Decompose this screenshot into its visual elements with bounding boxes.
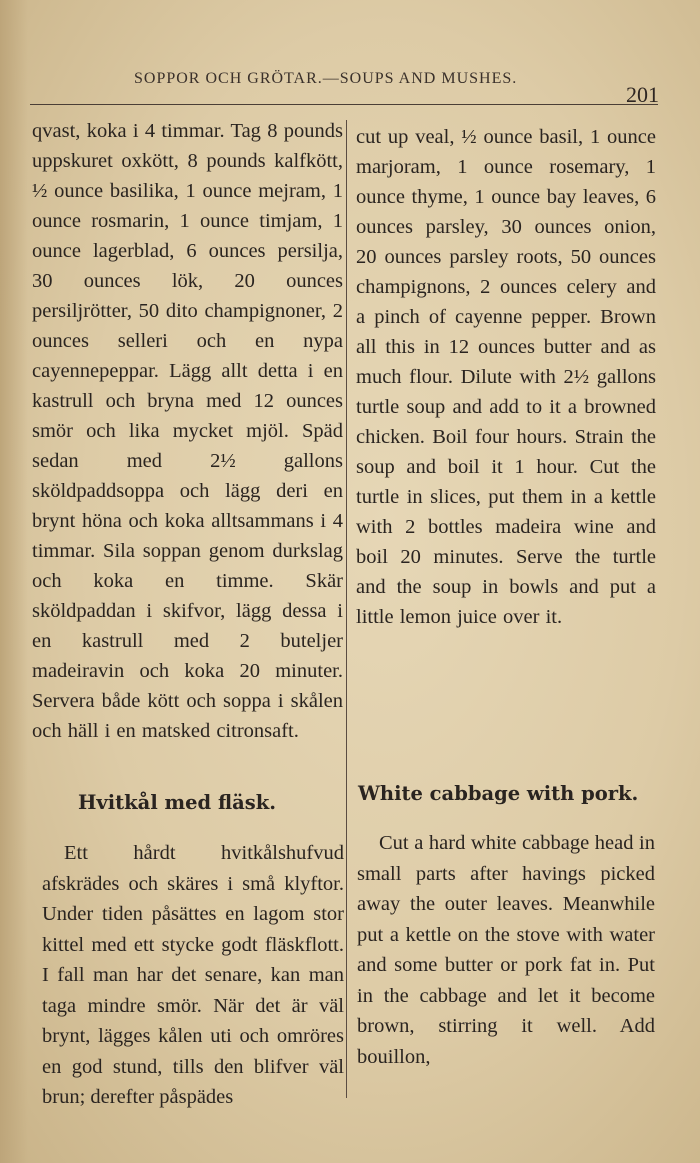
recipe-body-swedish-block [42,838,344,1113]
left-column-continuation [32,116,343,746]
running-head: SOPPOR OCH GRÖTAR.—SOUPS AND MUSHES. [134,70,518,87]
recipe-body-english-block [357,828,655,1072]
column-divider [346,120,347,1098]
page-number: 201 [626,82,659,107]
recipe-body-english: Cut a hard white cabbage head in small parts after havings picked away the outer leaves. Meanwhile put a kettle on the stove with water and some butter or pork fat in. Put in the cabbage and let it become brown, stirring it well. Add bouillon, [357,832,655,1068]
header-rule [30,104,658,105]
recipe-body-swedish: Ett hårdt hvitkålshufvud afskrädes och skäres i små klyftor. Under tiden påsättes en lagom stor kittel med ett stycke godt fläskflott. I fall man har det senare, kan man taga mindre smör. När det är väl brynt, lägges kålen uti och omröres en god stund, tills den blifver väl brun; derefter påspädes [42,842,344,1108]
recipe-title-swedish: Hvitkål med fläsk. [78,791,277,814]
right-column-continuation [356,122,656,632]
english-turtle-soup-text: cut up veal, ½ ounce basil, 1 ounce marjoram, 1 ounce rosemary, 1 ounce thyme, 1 ounce bay leaves, 6 ounces parsley, 30 ounces onion, 20 ounces parsley roots, 50 ounces champignons, 2 ounces celery and a pinch of cayenne pepper. Brown all this in 12 ounces butter and as much flour. Dilute with 2½ gallons turtle soup and add to it a browned chicken. Boil four hours. Strain the soup and boil it 1 hour. Cut the turtle in slices, put them in a kettle with 2 bottles madeira wine and boil 20 minutes. Serve the turtle and the soup in bowls and put a little lemon juice over it. [356,126,656,628]
recipe-title-english: White cabbage with pork. [358,782,639,805]
swedish-turtle-soup-text: qvast, koka i 4 timmar. Tag 8 pounds uppskuret oxkött, 8 pounds kalfkött, ½ ounce basilika, 1 ounce mejram, 1 ounce rosmarin, 1 ounce timjam, 1 ounce lagerblad, 6 ounces persilja, 30 ounces lök, 20 ounces persiljrötter, 50 dito champignoner, 2 ounces selleri och en nypa cayennepeppar. Lägg allt detta i en kastrull och bryna med 12 ounces smör och lika mycket mjöl. Späd sedan med 2½ gallons sköldpaddsoppa och lägg deri en brynt höna och koka alltsammans i 4 timmar. Sila soppan genom durkslag och koka en timme. Skär sköldpaddan i skifvor, lägg dessa i en kastrull med 2 buteljer madeiravin och koka 20 minuter. Servera både kött och soppa i skålen och häll i en matsked citronsaft. [32,120,343,742]
